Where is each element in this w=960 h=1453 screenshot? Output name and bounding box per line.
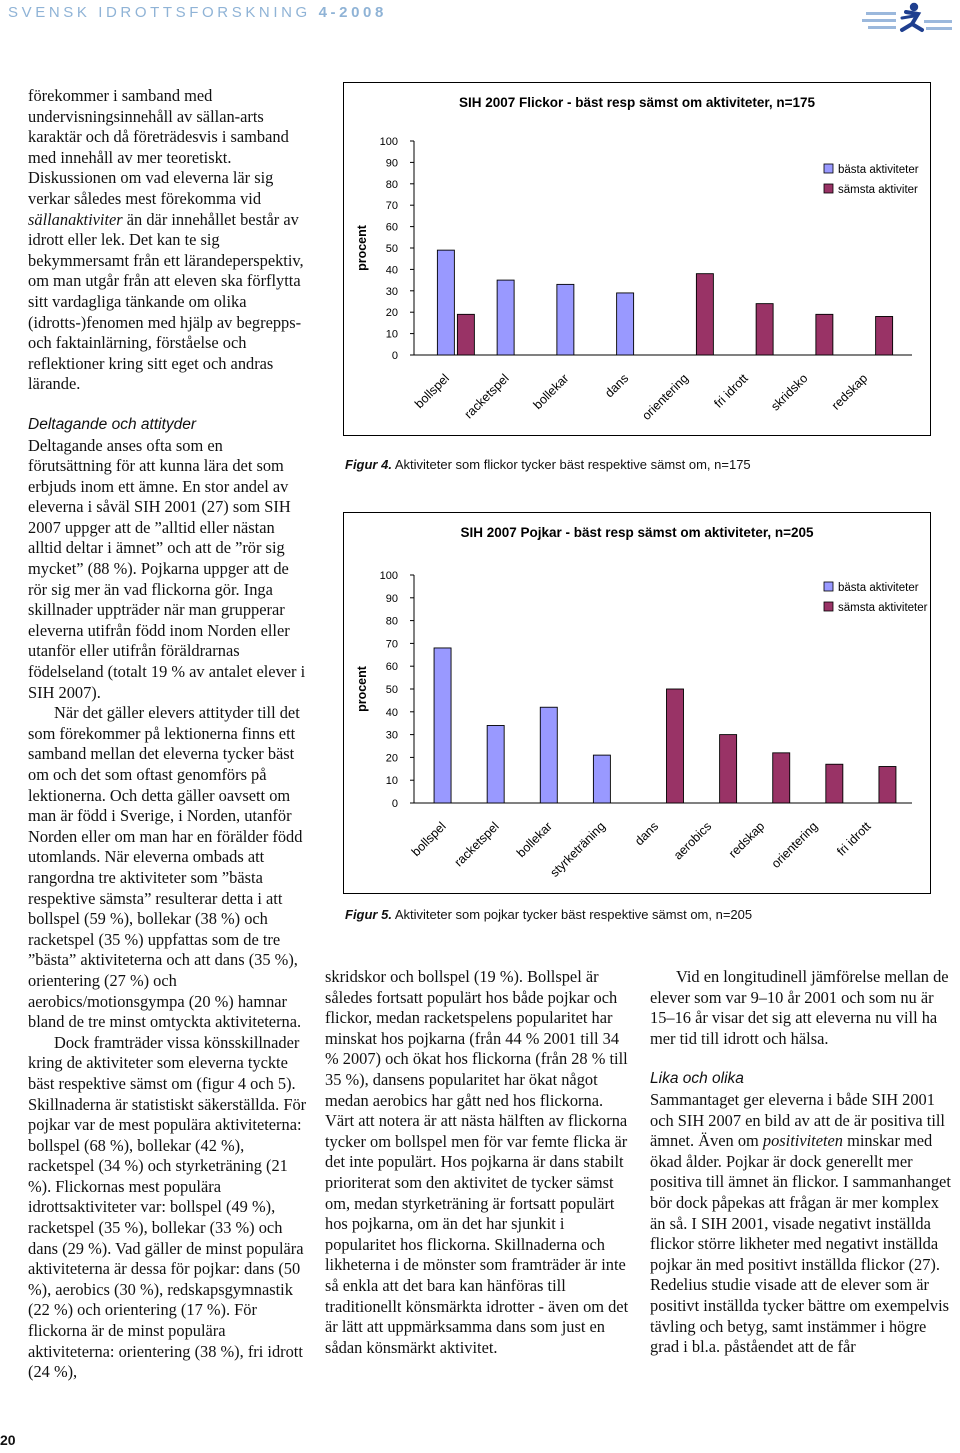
x-tick-label: bollspel: [408, 819, 449, 860]
bar-sämsta-aktiviter: [457, 314, 474, 355]
y-tick-label: 20: [385, 752, 398, 765]
chart-title: SIH 2007 Pojkar - bäst resp sämst om aktiviteter, n=205: [460, 525, 814, 540]
y-tick-label: 40: [385, 264, 398, 277]
figure-4-svg: [344, 83, 930, 435]
body-paragraph: Vid en longitudinell jämförelse mellan de elever som var 9–10 år 2001 och som nu är 15–16 år visar det sig att eleverna nu vill ha mer tid till idrott och hälsa.: [650, 967, 949, 1048]
bar-sämsta-aktiviteter: [720, 735, 737, 803]
y-tick-label: 80: [385, 178, 398, 191]
y-tick-label: 40: [385, 706, 398, 719]
y-tick-label: 30: [385, 285, 398, 298]
middle-column: [325, 967, 631, 1358]
y-tick-label: 20: [385, 307, 398, 320]
bar-bästa-aktiviteter: [437, 250, 454, 355]
legend-swatch: [824, 582, 833, 591]
figure-4-chart: [343, 82, 931, 436]
x-tick-label: aerobics: [670, 819, 715, 863]
body-paragraph: När det gäller elevers attityder till det som förekommer på lektionerna finns ett samband mellan det eleverna tycker bäst om och det som oftast genomförs på lektionerna. Och detta gäller oavsett om man är född i Sverige, i Norden, utanför Norden eller om man har en förälder född utomlands. När eleverna ombads att rangordna tre aktiviteter som ”bästa respektive sämsta” resulterar detta i att bollspel (59 %), bollekar (38 %) och racketspel (35 %) uppfattas som de tre ”bästa” aktiviteterna och att dans (35 %), orientering (27 %) och aerobics/motionsgympa (20 %) hamnar bland de tre minst omtyckta aktiviteterna.: [28, 703, 303, 1032]
bar-sämsta-aktiviteter: [773, 753, 790, 803]
body-paragraph: skridskor och bollspel (19 %). Bollspel är således fortsatt populärt hos både pojkar och flickor, medan racketspelens popularitet har minskat hos pojkarna (från 44 % 2001 till 34 % 2007) och ökat hos flickorna (från 28 % till 35 %), dansens popularitet har ökat något medan aerobics har gått ned hos flickorna. Värt att notera är att nästa hälften av flickorna tycker om bollspel men för var femte flicka är det inte populärt. Hos pojkarna är dans stabilt prioriterat som den aktivitet de tycker sämst om, medan styrketräning är fortsatt populärt hos pojkarna, om än det har sjunkit i popularitet hos flickorna. Skillnaderna och likheterna i de mönster som framträder är inte så enkla att det bara kan hänföras till traditionellt könsmärkta idrotter - även om det är lätt att uppmärksamma dans som just en sådan könsmärkt aktivitet.: [325, 967, 629, 1357]
y-tick-label: 100: [379, 570, 398, 582]
x-tick-label: redskap: [828, 371, 871, 413]
runner-logo-icon: [862, 0, 954, 40]
y-tick-label: 0: [391, 350, 398, 362]
bar-sämsta-aktiviter: [696, 274, 713, 355]
left-column: [28, 86, 310, 1383]
y-tick-label: 30: [385, 729, 398, 742]
figure-5-caption: [345, 907, 752, 922]
bar-sämsta-aktiviter: [876, 316, 893, 355]
x-tick-label: styrketräning: [547, 819, 609, 880]
y-tick-label: 90: [385, 157, 398, 170]
bar-sämsta-aktiviteter: [826, 764, 843, 803]
body-paragraph: Sammantaget ger eleverna i både SIH 2001 och SIH 2007 en bild av att de är positiva till ämnet. Även om positiviteten minskar med ökad ålder. Pojkar är dock generellt mer positiva till ämnet än flickor. I sammanhanget bör dock påpekas att frågan är mer komplex än så. I SIH 2001, visade negativt inställda flickor större likheter med negativt inställda pojkar än med positivt inställda flickor (27). Redelius studie visade att de elever som är positivt inställda tycker bättre om exempelvis tävling och betyg, samt instämmer i högre grad i bl.a. påståendet att de får: [650, 1089, 951, 1357]
figure-5-chart: [343, 512, 931, 894]
x-tick-label: bollekar: [514, 819, 555, 861]
x-tick-label: skridsko: [768, 371, 811, 414]
y-tick-label: 100: [379, 136, 398, 148]
journal-issue: 4-2008: [318, 4, 387, 21]
bar-bästa-aktiviteter: [497, 280, 514, 355]
y-tick-label: 70: [385, 638, 398, 651]
x-tick-label: fri idrott: [711, 371, 751, 411]
bar-bästa-aktiviteter: [557, 284, 574, 355]
figure-4-caption: [345, 457, 751, 472]
journal-name: SVENSK IDROTTSFORSKNING: [8, 4, 311, 21]
bar-bästa-aktiviteter: [540, 707, 557, 803]
y-tick-label: 90: [385, 592, 398, 605]
section-heading-lika: Lika och olika: [650, 1070, 744, 1088]
y-axis-label: procent: [355, 225, 369, 271]
legend-label: sämsta aktiviter: [838, 184, 918, 196]
y-tick-label: 60: [385, 661, 398, 674]
x-tick-label: orientering: [639, 371, 691, 423]
y-tick-label: 50: [385, 684, 398, 696]
y-tick-label: 0: [391, 798, 398, 810]
legend-label: bästa aktiviteter: [838, 164, 919, 176]
x-tick-label: bollspel: [412, 371, 452, 412]
page-number: 20: [0, 1432, 16, 1448]
y-tick-label: 10: [385, 775, 398, 788]
y-tick-label: 60: [385, 221, 398, 234]
body-paragraph: Dock framträder vissa könsskillnader kring de aktiviteter som eleverna tyckte bäst respektive sämst om (figur 4 och 5). Skillnaderna är statistiskt säkerställda. För pojkar var de mest populära aktiviteterna: bollspel (68 %), bollekar (42 %), racketspel (34 %) och styrketräning (21 %). Flickornas mest populära idrottsaktiviteter var: bollspel (49 %), racketspel (35 %), bollekar (33 %) och dans (29 %). Vad gäller de minst populära aktiviteterna är dessa för pojkar: dans (50 %), aerobics (30 %), redskapsgymnastik (22 %) och orientering (17 %). För flickorna är de minst populära aktiviteterna: orientering (38 %), fri idrott (24 %),: [28, 1032, 307, 1382]
page-header: [0, 0, 960, 30]
x-tick-label: dans: [632, 819, 662, 849]
bar-sämsta-aktiviteter: [667, 689, 684, 803]
journal-title: [8, 4, 387, 21]
bar-sämsta-aktiviter: [756, 304, 773, 355]
figure-5-svg: [344, 513, 930, 893]
body-paragraph: förekommer i samband med undervisningsinnehåll av sällan-arts karaktär och då företrädesvis i samband med innehåll av mer teoretiskt. Diskussionen om vad eleverna lär sig verkar således mest förekomma vid sällanaktiviter än där innehållet består av idrott eller lek. Det kan te sig bekymmersamt från ett lärandeperspektiv, om man utgår från att eleven ska förflytta sitt vardagliga tänkande om olika (idrotts-)fenomen med hjälp av begrepps- och faktainlärning, förståelse och reflektioner kring sitt eget och andras lärande.: [28, 86, 304, 394]
bar-bästa-aktiviteter: [487, 725, 504, 803]
bar-bästa-aktiviteter: [593, 755, 610, 803]
legend-label: sämsta aktiviteter: [838, 602, 928, 614]
y-axis-label: procent: [355, 666, 369, 712]
legend-swatch: [824, 184, 833, 193]
x-tick-label: fri idrott: [834, 819, 874, 859]
y-tick-label: 80: [385, 615, 398, 628]
bar-sämsta-aktiviter: [816, 314, 833, 355]
figure-4-label: Figur 4.: [345, 457, 392, 472]
x-tick-label: dans: [602, 371, 632, 401]
legend-swatch: [824, 164, 833, 173]
figure-5-label: Figur 5.: [345, 907, 392, 922]
chart-title: SIH 2007 Flickor - bäst resp sämst om aktiviteter, n=175: [458, 95, 816, 110]
y-tick-label: 70: [385, 200, 398, 213]
body-paragraph: Deltagande anses ofta som en förutsättning för att kunna lära det som erbjuds inom ett ämne. En stor andel av eleverna i såväl SIH 2001 (27) som SIH 2007 uppger att de ”alltid eller nästan alltid deltar i ämnet” och att de ”rör sig mycket” (88 %). Pojkarna uppger att de rör sig mer än vad flickorna gör. Inga skillnader uppträder när man grupperar eleverna utifrån född inom Norden eller utanför eller utifrån föräldrarnas födelseland (totalt 19 % av antalet elever i SIH 2007).: [28, 435, 306, 702]
y-tick-label: 50: [385, 243, 398, 255]
bar-bästa-aktiviteter: [434, 648, 451, 803]
right-column: [650, 967, 956, 1358]
bar-sämsta-aktiviteter: [879, 767, 896, 803]
y-tick-label: 10: [385, 328, 398, 341]
legend-label: bästa aktiviteter: [838, 582, 919, 594]
x-tick-label: orientering: [768, 819, 821, 871]
bar-bästa-aktiviteter: [617, 293, 634, 355]
legend-swatch: [824, 602, 833, 611]
x-tick-label: bollekar: [530, 371, 572, 413]
x-tick-label: redskap: [725, 819, 768, 861]
section-heading-deltagande: Deltagande och attityder: [28, 415, 197, 433]
x-tick-label: racketspel: [451, 819, 502, 870]
x-tick-label: racketspel: [461, 371, 512, 422]
figure-5-text: Aktiviteter som pojkar tycker bäst respektive sämst om, n=205: [391, 907, 753, 922]
figure-4-text: Aktiviteter som flickor tycker bäst respektive sämst om, n=175: [391, 457, 751, 472]
